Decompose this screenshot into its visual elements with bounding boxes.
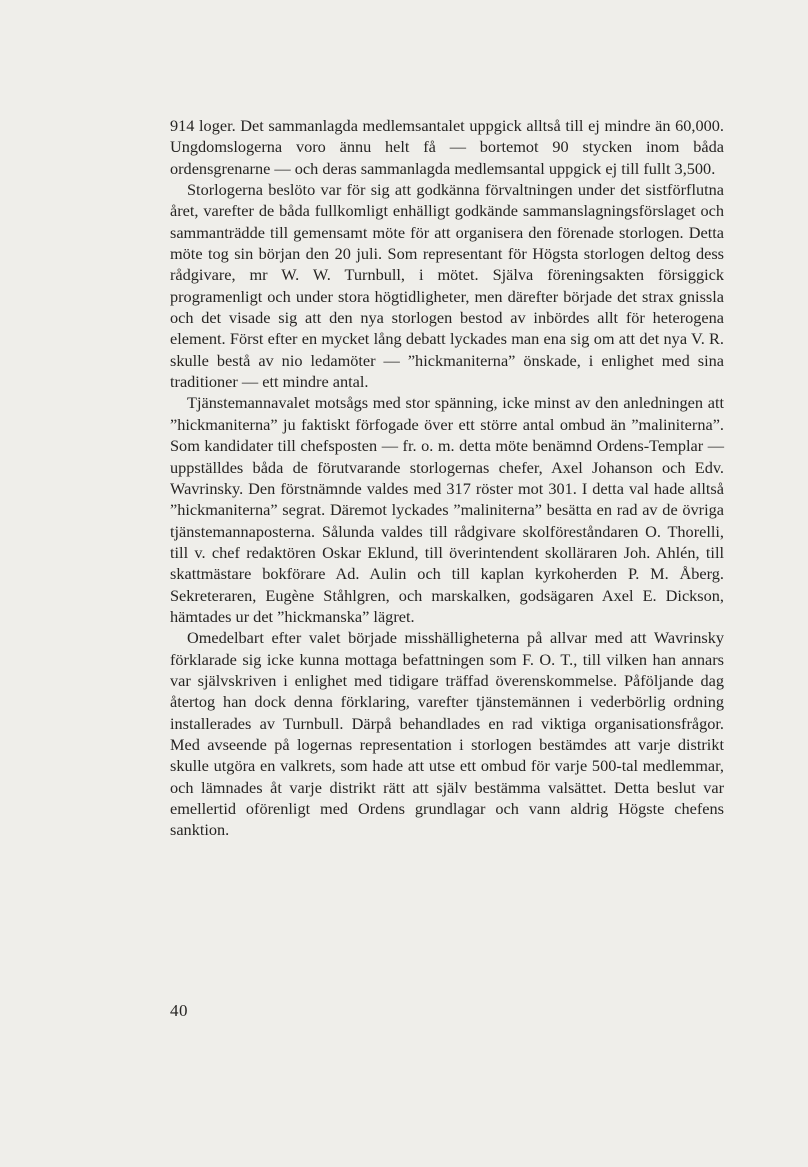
paragraph-1: 914 loger. Det sammanlagda medlemsantalet uppgick alltså till ej mindre än 60,000. Ungdomslogerna voro ännu helt få — bortemot 90 stycken inom båda ordensgrenarne — och deras sammanlagda medlemsantal uppgick ej till fullt 3,500. bbox=[170, 116, 724, 178]
body-text bbox=[170, 115, 724, 841]
paragraph-2: Storlogerna beslöto var för sig att godkänna förvaltningen under det sistförflutna året, varefter de båda fullkomligt enhälligt godkände sammanslagningsförslaget och sammanträdde till gemensamt möte för att organisera den förenade storlogen. Detta möte tog sin början den 20 juli. Som representant för Högsta storlogen deltog dess rådgivare, mr W. W. Turnbull, i mötet. Själva föreningsakten försiggick programenligt och under stora högtidligheter, men därefter började det strax gnissla och det visade sig att den nya storlogen bestod av inbördes allt för heterogena element. Först efter en mycket lång debatt lyckades man ena sig om att det nya V. R. skulle bestå av nio ledamöter — ”hickmaniterna” önskade, i enlighet med sina traditioner — ett mindre antal. bbox=[170, 180, 724, 392]
paragraph-3: Tjänstemannavalet motsågs med stor spänning, icke minst av den anledningen att ”hickmaniterna” ju faktiskt förfogade över ett större antal ombud än ”maliniterna”. Som kandidater till chefsposten — fr. o. m. detta möte benämnd Ordens-Templar — uppställdes båda de förutvarande storlogernas chefer, Axel Johanson och Edv. Wavrinsky. Den förstnämnde valdes med 317 röster mot 301. I detta val hade alltså ”hickmaniterna” segrat. Däremot lyckades ”maliniterna” besätta en rad av de övriga tjänstemannaposterna. Sålunda valdes till rådgivare skolföreståndaren O. Thorelli, till v. chef redaktören Oskar Eklund, till överintendent skolläraren Joh. Ahlén, till skattmästare bokförare Ad. Aulin och till kaplan kyrkoherden P. M. Åberg. Sekreteraren, Eugène Ståhlgren, och marskalken, godsägaren Axel E. Dickson, hämtades ur det ”hickmanska” lägret. bbox=[170, 393, 724, 626]
paragraph-4: Omedelbart efter valet började misshälligheterna på allvar med att Wavrinsky förklarade sig icke kunna mottaga befattningen som F. O. T., till vilken han annars var självskriven i enlighet med tidigare träffad överenskommelse. Påföljande dag återtog han dock denna förklaring, varefter tjänstemännen i vederbörlig ordning installerades av Turnbull. Därpå behandlades en rad viktiga organisationsfrågor. Med avseende på logernas representation i storlogen bestämdes att varje distrikt skulle utgöra en valkrets, som hade att utse ett ombud för varje 500-tal medlemmar, och lämnades åt varje distrikt rätt att själv bestämma valsättet. Detta beslut var emellertid oförenligt med Ordens grundlagar och vann aldrig Högste chefens sanktion. bbox=[170, 628, 724, 840]
page-number: 40 bbox=[170, 1001, 188, 1020]
